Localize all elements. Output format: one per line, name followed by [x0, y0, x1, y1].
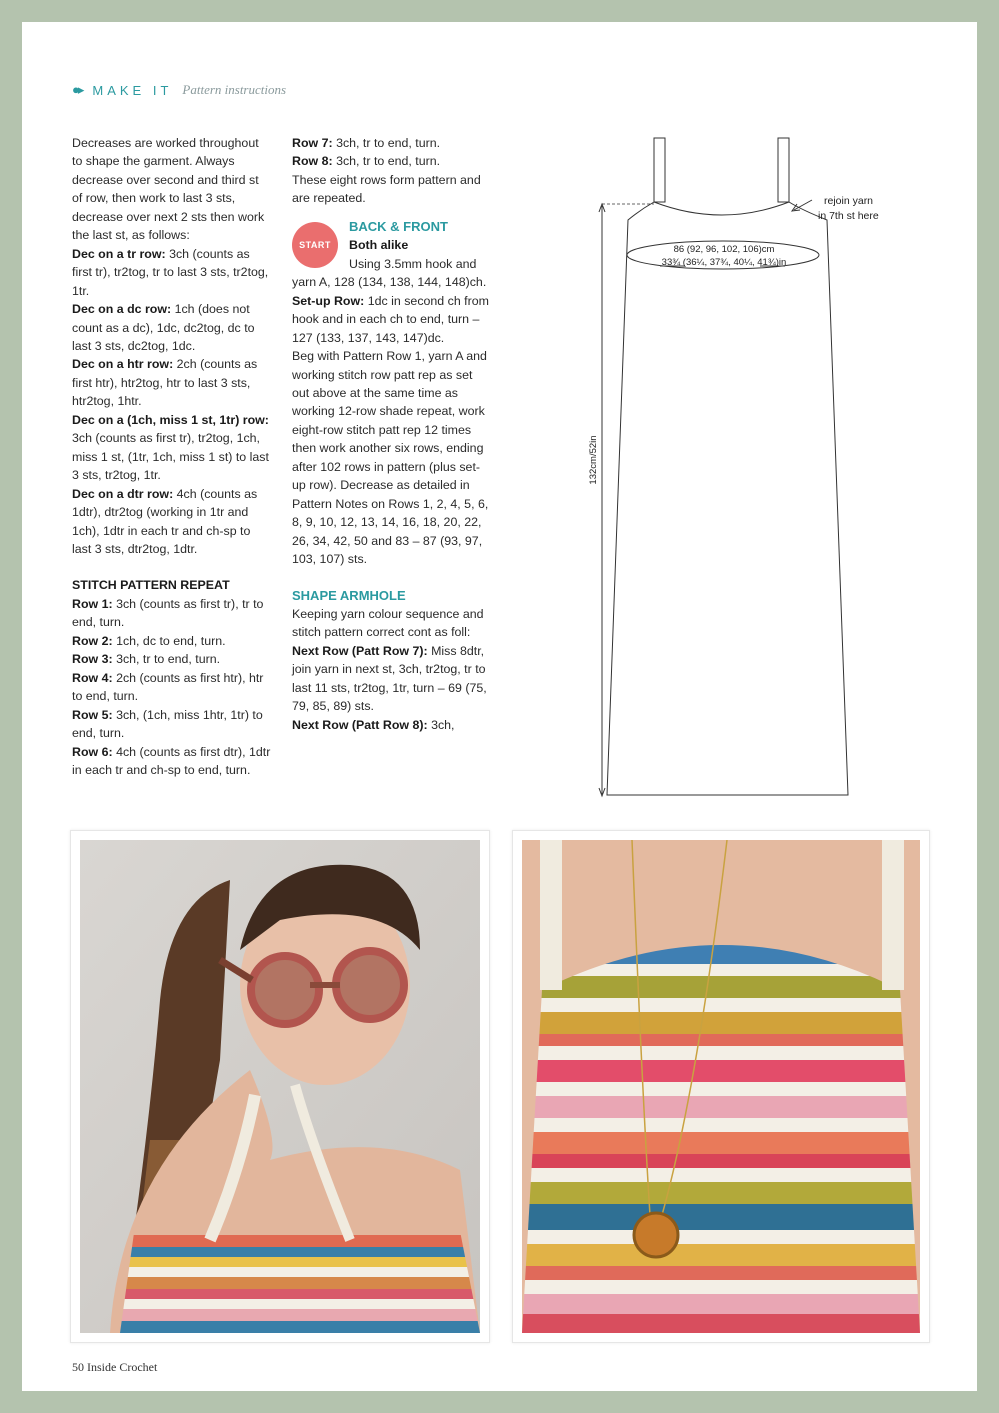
necklace-pendant: [634, 1213, 678, 1257]
row-item: Row 5: 3ch, (1ch, miss 1htr, 1tr) to end, turn.: [72, 707, 263, 741]
arrow-icon: ●▸: [72, 82, 83, 97]
armhole-heading: SHAPE ARMHOLE: [292, 587, 406, 603]
sunglasses-left: [251, 956, 319, 1024]
intro-text: Decreases are worked throughout to shape the garment. Always decrease over second and third st of row, then work to last 3 sts, decrease over next 2 sts then work the last st, as follows:: [72, 136, 265, 243]
garment-diagram: [580, 130, 910, 810]
start-badge: START: [292, 222, 338, 268]
row-item: Row 8: 3ch, tr to end, turn.: [292, 154, 441, 169]
row-item: Row 1: 3ch (counts as first tr), tr to end, turn.: [72, 596, 264, 630]
neckline: [654, 202, 789, 215]
decrease-item: Dec on a dc row: 1ch (does not count as a dc), 1dc, dc2tog, dc to last 3 sts, dc2tog, 1dc.: [72, 302, 255, 353]
decrease-item: Dec on a dtr row: 4ch (counts as 1dtr), dtr2tog (working in 1tr and 1ch), 1dtr in each tr and ch-sp to last 3 sts, dtr2tog, 1dtr.: [72, 486, 258, 556]
photo-model-back: [70, 830, 490, 1343]
right-strap: [778, 138, 789, 202]
crochet-top-back: [80, 1235, 480, 1333]
column-1: [72, 134, 272, 779]
sunglasses-right: [336, 951, 404, 1019]
next-row-8: Next Row (Patt Row 8): 3ch,: [292, 717, 455, 732]
back-front-block: [292, 218, 492, 278]
row-item: Row 7: 3ch, tr to end, turn.: [292, 136, 441, 150]
rows-note: These eight rows form pattern and are repeated.: [292, 172, 481, 206]
section-subtitle: Pattern instructions: [182, 82, 287, 97]
left-strap: [654, 138, 665, 202]
back-front-heading: BACK & FRONT: [349, 218, 448, 234]
photo-top-front: [512, 830, 930, 1343]
row-item: Row 4: 2ch (counts as first htr), htr to end, turn.: [72, 670, 264, 704]
section-header: [72, 80, 286, 100]
width-in: 33¾ (36¼, 37¾, 40¼, 41¾)in: [661, 257, 787, 268]
row-item: Row 3: 3ch, tr to end, turn.: [72, 652, 221, 667]
stitch-heading: STITCH PATTERN REPEAT: [72, 578, 230, 593]
length-label: 132cm/52in: [588, 435, 599, 485]
decrease-item: Dec on a tr row: 3ch (counts as first tr), tr2tog, tr to last 3 sts, tr2tog, 1tr.: [72, 246, 269, 298]
page-footer: [72, 1360, 157, 1375]
begin-text: Beg with Pattern Row 1, yarn A and working stitch row patt rep as set out above at the same time as working 12-row shade repeat, work eight-row stitch patt rep 12 times then work another six rows, ending after 102 rows in pattern (plus set-up row). Decrease as detailed in Pattern Notes on Rows 1, 2, 4, 5, 6, 8, 9, 10, 12, 13, 14, 16, 18, 20, 22, 26, 34, 42, 50 and 83 – 87 (93, 97, 103, 107) sts.: [292, 349, 489, 567]
decrease-item: Dec on a (1ch, miss 1 st, 1tr) row: 3ch (counts as first tr), tr2tog, 1ch, miss 1 st, (1tr, 1ch, miss 1 st) to last 3 sts, tr2tog, 1tr.: [72, 412, 269, 483]
both-alike: Both alike: [349, 238, 409, 253]
rejoin-label-1: rejoin yarn: [824, 195, 874, 207]
armhole-text: Keeping yarn colour sequence and stitch pattern correct cont as foll:: [292, 606, 484, 640]
page-number: 50: [72, 1360, 84, 1374]
column-2: [292, 134, 492, 734]
next-row-7: Next Row (Patt Row 7): Miss 8dtr, join yarn in next st, 3ch, tr2tog, tr to last 11 sts, tr2tog, 1tr, turn – 69 (75, 79, 85, 89) sts.: [292, 643, 487, 714]
using-text: Using 3.5mm hook and yarn A, 128 (134, 138, 144, 148)ch.: [292, 256, 487, 290]
decrease-item: Dec on a htr row: 2ch (counts as first htr), htr2tog, htr to last 3 sts, htr2tog, 1htr.: [72, 357, 258, 409]
row-item: Row 2: 1ch, dc to end, turn.: [72, 633, 226, 648]
section-title: MAKE IT: [92, 82, 173, 98]
row-item: Row 6: 4ch (counts as first dtr), 1dtr in each tr and ch-sp to end, turn.: [72, 744, 271, 777]
magazine-name: Inside Crochet: [87, 1360, 158, 1374]
rejoin-label-2: in 7th st here: [818, 210, 879, 222]
width-cm: 86 (92, 96, 102, 106)cm: [673, 244, 775, 255]
body-outline: [607, 202, 848, 795]
setup-row: Set-up Row: 1dc in second ch from hook and in each ch to end, turn – 127 (133, 137, 143, 147)dc.: [292, 293, 489, 345]
